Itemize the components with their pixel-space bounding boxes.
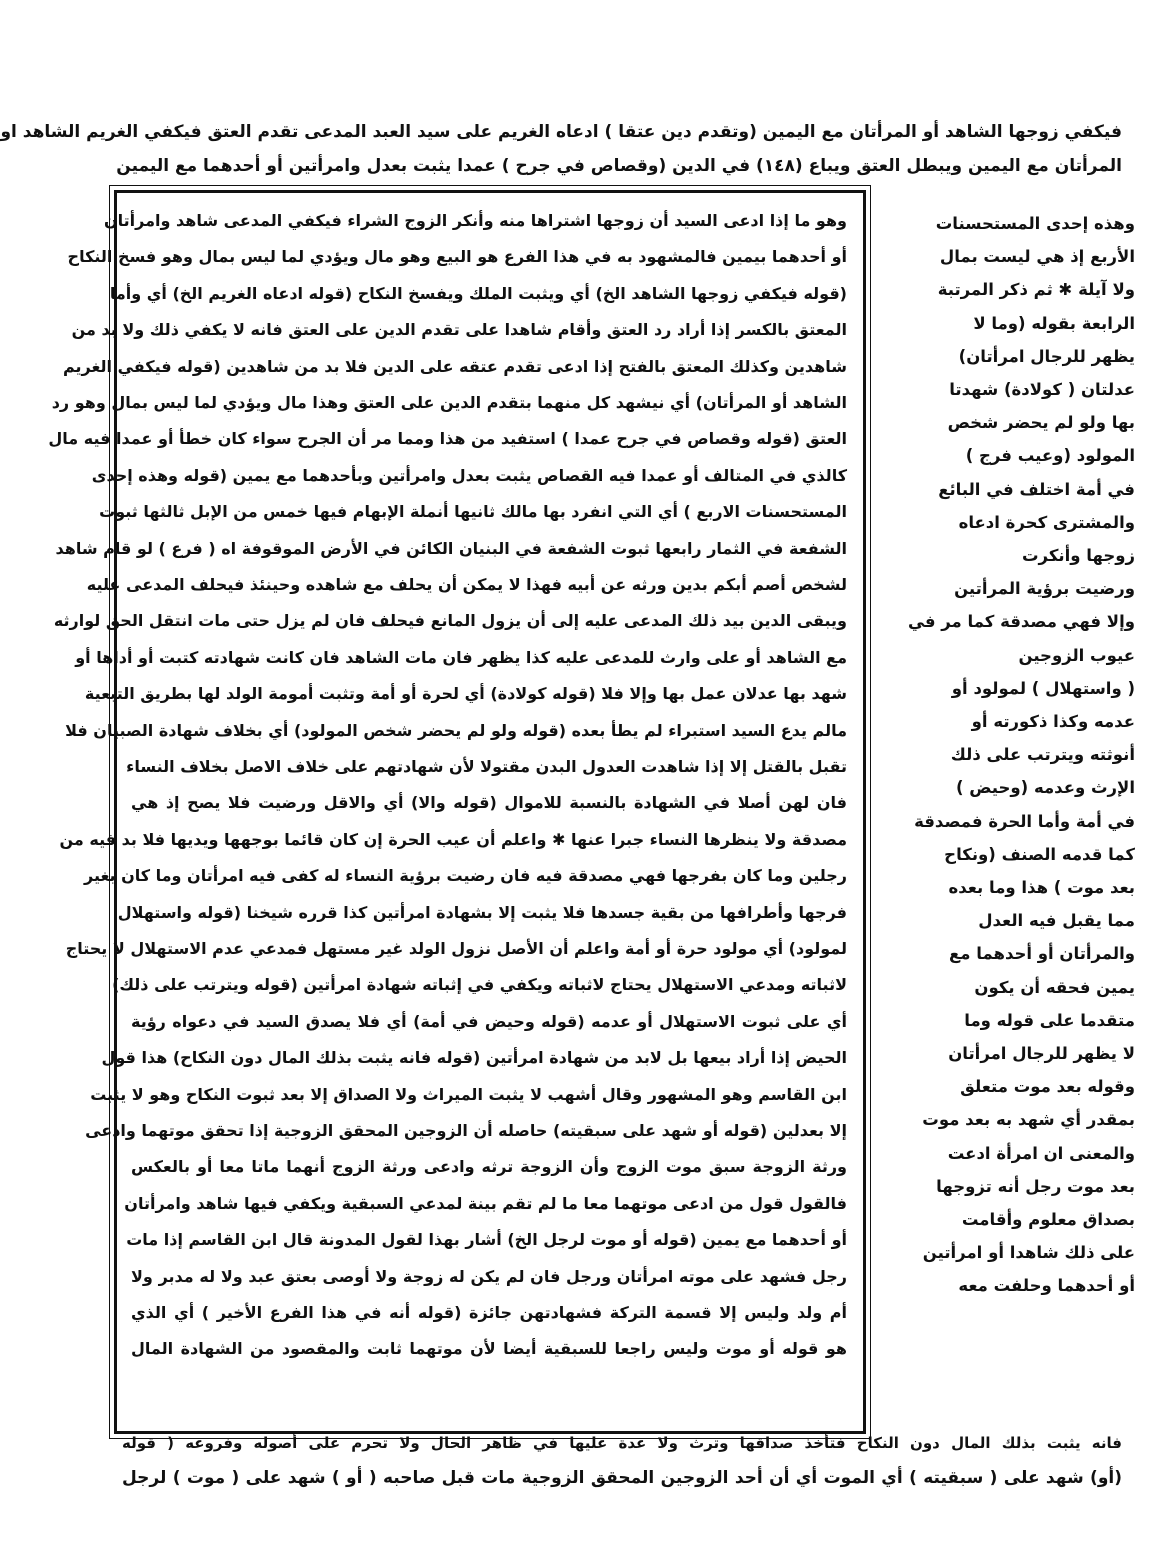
commentary-line: لمولود) أي مولود حرة أو أمة واعلم أن الأصل نزول الولد غير مستهل فمدعي عدم الاستهلال لا يحتاج (65, 939, 847, 958)
commentary-line: العتق (قوله وقصاص في جرح عمدا ) استفيد من هذا ومما مر أن الجرح سواء كان خطأ أو عمدا فيه مال (48, 429, 847, 449)
sidebar-line: متقدما على قوله وما (964, 1010, 1135, 1030)
sidebar-line: بعد موت رجل أنه تزوجها (936, 1176, 1135, 1196)
commentary-line: الشفعة في الثمار رابعها ثبوت الشفعة في البنيان الكائن في الأرض الموقوفة اه ( فرع ) لو قام شاهد (55, 538, 847, 558)
commentary-line: أو أحدهما بيمين فالمشهود به في هذا الفرع هو البيع وهو مال ويؤدي لما ليس بمال وهو فسخ النكاح (67, 247, 847, 267)
sidebar-line: ( واستهلال ) لمولود أو (951, 678, 1135, 698)
footer-line: فانه يثبت بذلك المال دون النكاح فتأخذ صداقها وترث ولا عدة عليها في ظاهر الحال ولا تحرم على أصوله وفروعه ( قوله (122, 1434, 1122, 1452)
commentary-line: أو أحدهما مع يمين (قوله أو موت لرجل الخ) أشار بهذا لقول المدونة قال ابن القاسم إذا مات (126, 1230, 847, 1250)
commentary-line: أي على ثبوت الاستهلال أو عدمه (قوله وحيض في أمة) أي فلا يصدق السيد في دعواه رؤية (131, 1011, 847, 1031)
header-line: فيكفي زوجها الشاهد أو المرأتان مع اليمين (وتقدم دين عتقا ) ادعاه الغريم على سيد العبد المدعى تقدم العتق فيكفي الغريم الشاهد او (0, 122, 1122, 142)
commentary-line: مع الشاهد أو على وارث للمدعى عليه كذا يظهر فان مات الشاهد فان كانت شهادته كتبت أو أداها أو (75, 647, 847, 667)
sidebar-line: مما يقبل فيه العدل (978, 911, 1135, 931)
commentary-line: المعتق بالكسر إذا أراد رد العتق وأقام شاهدا على تقدم الدين على العتق فانه لا يكفي ذلك ولا بد من (71, 320, 847, 340)
footer-line: (أو) شهد على ( سبقيته ) أي الموت أي أن أحد الزوجين المحقق الزوجية مات قبل صاحبه ( أو ) شهد على ( موت ) لرجل (122, 1468, 1122, 1488)
sidebar-line: في أمة اختلف في البائع (938, 479, 1135, 499)
sidebar-line: ورضيت برؤية المرأتين (954, 579, 1135, 599)
commentary-line: شاهدين وكذلك المعتق بالفتح إذا ادعى تقدم عتقه على الدين فلا بد من شاهدين (قوله فيكفي الغريم (62, 356, 847, 376)
sidebar-line: المولود (وعيب فرج ) (965, 446, 1135, 466)
sidebar-line: يمين فحقه أن يكون (974, 977, 1135, 997)
sidebar-line: والمرأتان أو أحدهما مع (949, 944, 1135, 964)
commentary-line: المستحسنات الاربع ) أي التي انفرد بها مالك ثانيها أنملة الإبهام فيها خمس من الإبل ثالثها ثبوت (99, 502, 847, 522)
commentary-line: تقبل بالقتل إلا إذا شاهدت العدول البدن مقتولا لأن شهادتهم على خلاف الاصل بخلاف النساء (126, 757, 847, 776)
sidebar-line: عدلتان ( كولادة) شهدتا (949, 380, 1135, 399)
sidebar-line: والمعنى ان امرأة ادعت (947, 1143, 1135, 1163)
sidebar-line: وإلا فهي مصدقة كما مر في (908, 612, 1135, 632)
commentary-line: فرجها وأطرافها من بقية جسدها فلا يثبت إلا بشهادة امرأتين كذا قرره شيخنا (قوله واستهلال (117, 902, 847, 922)
sidebar-line: عدمه وكذا ذكورته أو (971, 712, 1135, 731)
commentary-line: لاثباته ومدعي الاستهلال يحتاج لاثباته ويكفي في إثباته شهادة امرأتين (قوله ويترتب على ذلك) (112, 975, 847, 995)
commentary-line: ابن القاسم وهو المشهور وقال أشهب لا يثبت الميراث ولا الصداق إلا بعد ثبوت النكاح وهو لا يثبت (90, 1084, 847, 1104)
commentary-line: أم ولد وليس إلا قسمة التركة فشهادتهن جائزة (قوله أنه في هذا الفرع الأخير ) أي الذي (131, 1303, 847, 1322)
sidebar-line: بها ولو لم يحضر شخص (947, 413, 1135, 433)
commentary-line: رجلين وما كان بفرجها فهي مصدقة فيه فان رضيت برؤية النساء له كفى فيه امرأتان وما كان بغير (83, 866, 847, 886)
sidebar-line: في أمة وأما الحرة فمصدقة (914, 811, 1135, 831)
sidebar-line: بمقدر أي شهد به بعد موت (922, 1110, 1135, 1130)
commentary-line: الحيض إذا أراد بيعها بل لابد من شهادة امرأتين (قوله فانه يثبت بذلك المال دون النكاح) هذا قول (101, 1048, 847, 1068)
sidebar-line: لا يظهر للرجال امرأتان (948, 1044, 1135, 1063)
sidebar-line: الأربع إذ هي ليست بمال (939, 247, 1135, 267)
sidebar-line: بصداق معلوم وأقامت (961, 1210, 1135, 1229)
sidebar-line: زوجها وأنكرت (1021, 546, 1135, 565)
sidebar-line: كما قدمه الصنف (ونكاح (944, 844, 1135, 864)
commentary-line: فان لهن أصلا في الشهادة بالنسبة للاموال (قوله والا) أي والاقل ورضيت فلا يصح إذ هي (131, 793, 847, 813)
commentary-line: ويبقى الدين بيد ذلك المدعى عليه إلى أن يزول المانع فيحلف فان لم يزل حتى مات انتقل الحق لوارثه (53, 611, 847, 631)
commentary-line: إلا بعدلين (قوله أو شهد على سبقيته) حاصله أن الزوجين المحقق الزوجية إذا تحقق موتهما وادعى (85, 1121, 847, 1140)
commentary-line: (قوله فيكفي زوجها الشاهد الخ) أي ويثبت الملك ويفسخ النكاح (قوله ادعاه الغريم الخ) أي وأما (109, 283, 847, 303)
sidebar-line: بعد موت ) هذا وما بعده (948, 878, 1135, 897)
sidebar-line: وهذه إحدى المستحسنات (935, 214, 1135, 233)
header-line: المرأتان مع اليمين ويبطل العتق ويباع (١٤٨) في الدين (وقصاص في جرح ) عمدا يثبت بعدل وامرأتين أو أحدهما مع اليمين (116, 156, 1122, 176)
sidebar-line: وقوله بعد موت متعلق (960, 1077, 1135, 1097)
sidebar-line: عيوب الزوجين (1018, 645, 1135, 665)
commentary-line: وهو ما إذا ادعى السيد أن زوجها اشتراها منه وأنكر الزوج الشراء فيكفي المدعى شاهد وامرأتان (103, 211, 847, 230)
commentary-frame (48, 190, 866, 1434)
commentary-line: مصدقة ولا ينظرها النساء جبرا عنها ✱ واعلم أن عيب الحرة إن كان قائما بوجهها ويديها فلا بد فيه من (59, 829, 847, 849)
sidebar-line: الإرث وعدمه (وحيض ) (955, 778, 1135, 798)
commentary-line: هو قوله أو موت وليس راجعا للسبقية أيضا لأن موتهما ثابت والمقصود من الشهادة المال (131, 1339, 847, 1359)
commentary-line: لشخص أصم أبكم بدين ورثه عن أبيه فهذا لا يمكن أن يحلف مع شاهده وحينئذ فيحلف المدعى عليه (86, 575, 847, 594)
sidebar-line: ولا آيلة ✱ ثم ذكر المرتبة (937, 280, 1135, 300)
sidebar-line: أو أحدهما وحلفت معه (958, 1276, 1135, 1296)
commentary-line: رجل فشهد على موته امرأتان ورجل فان لم يكن له زوجة ولا أوصى بعتق عبد ولا له مدبر ولا (131, 1266, 847, 1286)
commentary-line: كالذي في المتالف أو عمدا فيه القصاص يثبت بعدل وامرأتين وبأحدهما مع يمين (قوله وهذه إحدى (91, 465, 847, 485)
commentary-line: شهد بها عدلان عمل بها وإلا فلا (قوله كولادة) أي لحرة أو أمة وتثبت أمومة الولد لها بطريق التبعية (84, 684, 847, 704)
sidebar-line: يظهر للرجال امرأتان) (958, 346, 1135, 366)
sidebar-line: أنوثته ويترتب على ذلك (950, 745, 1135, 765)
sidebar-line: الرابعة بقوله (وما لا (973, 313, 1135, 333)
sidebar-line: والمشترى كحرة ادعاه (958, 512, 1135, 532)
commentary-line: الشاهد أو المرأتان) أي نيشهد كل منهما بتقدم الدين على العتق وهذا مال ويؤدي لما ليس بمال وهو رد (51, 393, 847, 412)
sidebar-line: على ذلك شاهدا أو امرأتين (922, 1243, 1135, 1263)
commentary-line: ورثة الزوجة سبق موت الزوج وأن الزوجة ترثه وادعى ورثة الزوج أنهما ماتا معا أو بالعكس (131, 1157, 847, 1177)
commentary-line: مالم يدع السيد استبراء لم يطأ بعده (قوله ولو لم يحضر شخص المولود) أي بخلاف شهادة الصبيان فلا (65, 720, 847, 740)
commentary-line: فالقول قول من ادعى موتهما معا ما لم تقم بينة لمدعي السبقية ويكفي فيها شاهد وامرأتان (124, 1193, 847, 1213)
